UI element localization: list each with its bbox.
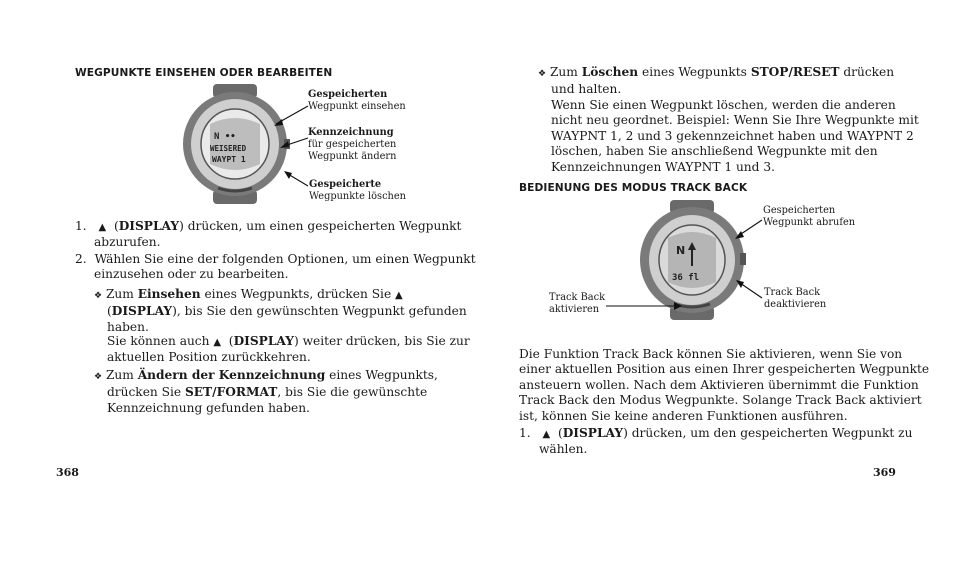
callout-deactivate-track-back: Track Back deaktivieren xyxy=(764,287,827,311)
callout-change-label: Kennzeichnung für gespeicherten Wegpunkt ändern xyxy=(308,127,397,163)
up-arrow-icon: ▲ xyxy=(98,222,107,233)
callout-delete-waypoints: Gespeicherte Wegpunkte löschen xyxy=(309,179,406,203)
callout-view-waypoint: Gespeicherten Wegpunkt einsehen xyxy=(308,89,406,113)
lcd-north: N xyxy=(676,244,686,257)
callout-activate-track-back: Track Back aktivieren xyxy=(549,292,606,316)
bullet-view: ❖ Zum Einsehen eines Wegpunkts, drücken Sie ▲ (DISPLAY), bis Sie den gewünschten Wegpunkt gefunden haben. xyxy=(94,287,467,334)
delete-explanation: Wenn Sie einen Wegpunkt löschen, werden die anderen nicht neu geordnet. Beispiel: Wenn Sie Ihre Wegpunkte mit WAYPNT 1, 2 und 3 gekennzeichnet haben und WAYPNT 2 löschen, haben Sie anschließend Wegpunkte mit den Kennzeichnungen WAYPNT 1 und 3. xyxy=(551,98,919,174)
page-number-left: 368 xyxy=(56,466,79,479)
callout-recall-waypoint: Gespeicherten Wegpunkt abrufen xyxy=(763,205,856,229)
step-1-left: 1. ▲ (DISPLAY) drücken, um einen gespeicherten Wegpunkt abzurufen. xyxy=(75,219,462,250)
up-arrow-icon: ▲ xyxy=(213,337,222,348)
lcd-distance: 36 fl xyxy=(672,273,700,283)
up-arrow-icon: ▲ xyxy=(395,290,403,301)
lcd-line1: N •• xyxy=(214,132,236,142)
bullet-delete: ❖ Zum Löschen eines Wegpunkts STOP/RESET drücken und halten. xyxy=(538,65,895,97)
section-heading-view-edit: WEGPUNKTE EINSEHEN ODER BEARBEITEN xyxy=(75,67,333,79)
diamond-bullet-icon: ❖ xyxy=(94,372,103,382)
lcd-line3: WAYPT 1 xyxy=(212,155,246,164)
track-back-description: Die Funktion Track Back können Sie aktivieren, wenn Sie von einer aktuellen Position aus einen Ihrer gespeicherten Wegpunkte ansteuern wollen. Nach dem Aktivieren übernimmt die Funktion Track Back den Modus Wegpunkte. Solange Track Back aktiviert ist, können Sie keine anderen Funktionen ausführen. xyxy=(519,347,930,423)
lcd-line2: WEISERED xyxy=(210,144,247,153)
bullet-view-note: Sie können auch ▲ (DISPLAY) weiter drücken, bis Sie zur aktuellen Position zurückkehren. xyxy=(107,334,470,365)
up-arrow-icon: ▲ xyxy=(542,429,551,440)
page-number-right: 369 xyxy=(873,466,896,479)
diamond-bullet-icon: ❖ xyxy=(538,69,547,79)
step-1-right: 1. ▲ (DISPLAY) drücken, um den gespeicherten Wegpunkt zu wählen. xyxy=(519,426,913,457)
callout-arrows-right xyxy=(600,210,770,320)
bullet-change-label: ❖ Zum Ändern der Kennzeichnung eines Wegpunkts, drücken Sie SET/FORMAT, bis Sie die gewünschte Kennzeichnung gefunden haben. xyxy=(94,368,438,415)
step-2-left: 2. Wählen Sie eine der folgenden Optionen, um einen Wegpunkt einzusehen oder zu bearbeiten. xyxy=(75,252,476,282)
section-heading-track-back: BEDIENUNG DES MODUS TRACK BACK xyxy=(519,182,748,194)
diamond-bullet-icon: ❖ xyxy=(94,291,103,301)
